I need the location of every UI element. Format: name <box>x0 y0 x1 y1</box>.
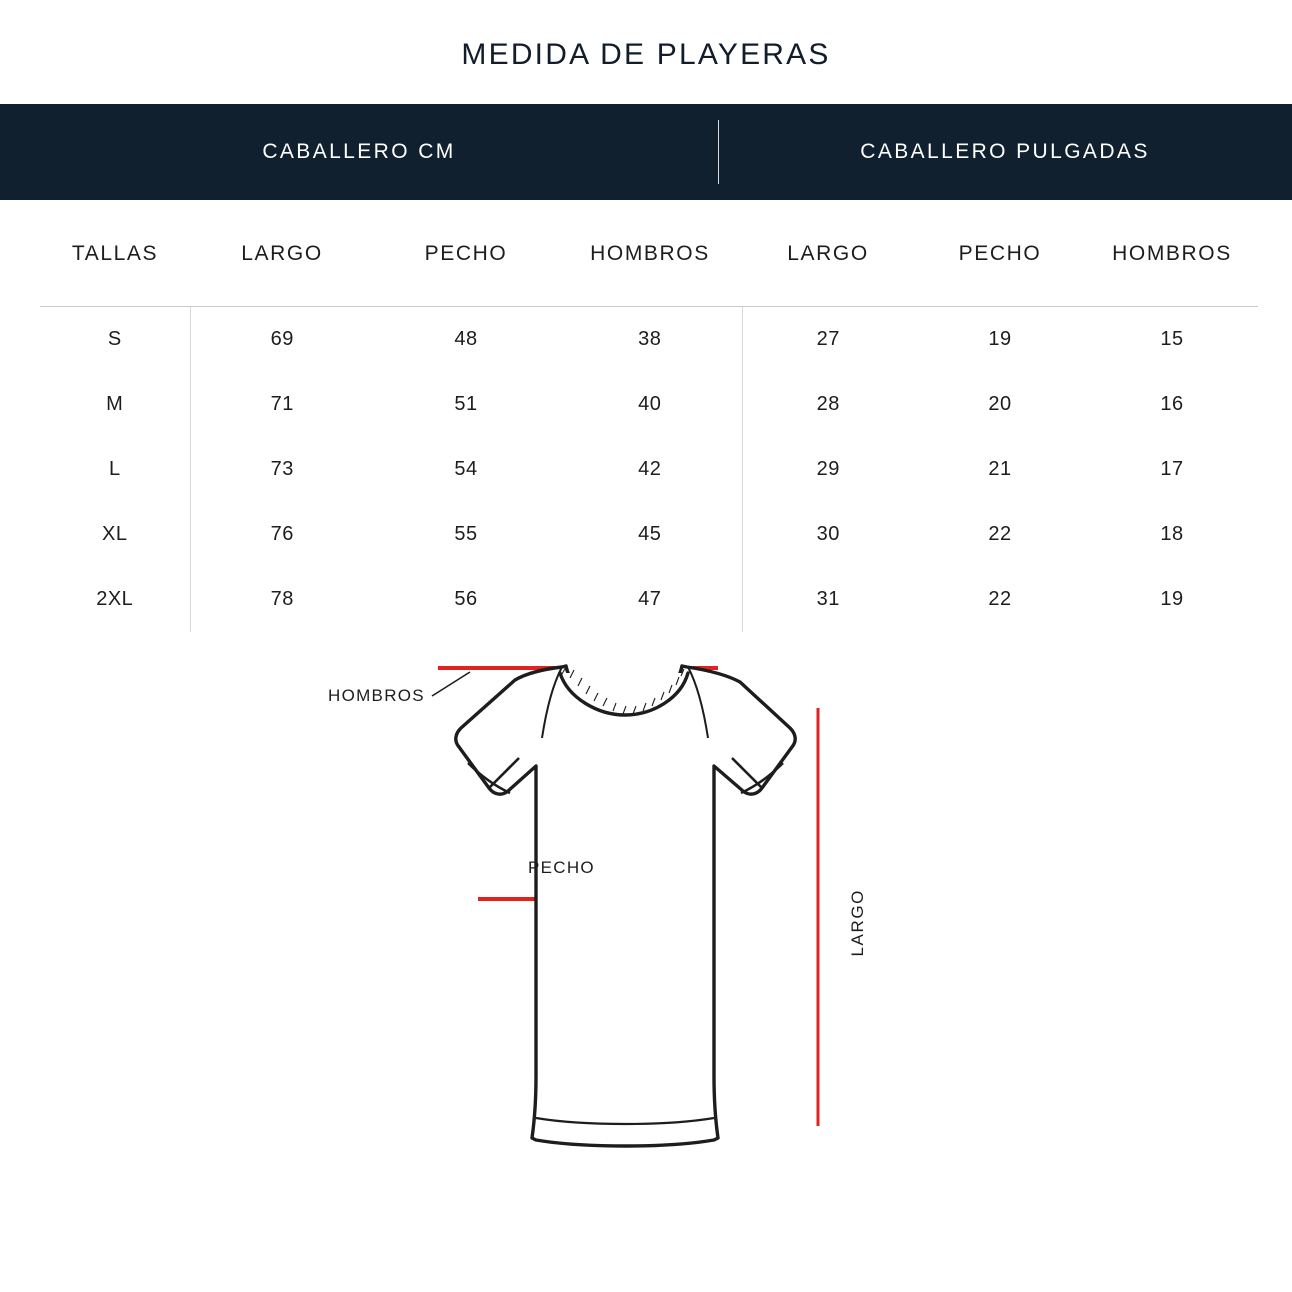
column-header-pecho-cm: PECHO <box>374 200 558 307</box>
cell-largo-in: 30 <box>816 523 840 545</box>
cell-size: XL <box>102 523 128 545</box>
table-row <box>40 307 1258 373</box>
tshirt-illustration <box>0 646 1292 1166</box>
cell-hombros-cm: 40 <box>558 372 742 437</box>
cell-largo-cm: 71 <box>190 372 374 437</box>
shirt-outline <box>456 666 795 1146</box>
column-header-tallas: TALLAS <box>40 200 190 307</box>
cell-pecho-cm: 54 <box>454 458 478 480</box>
cell-pecho-in: 20 <box>988 393 1012 415</box>
tshirt-measurement-diagram <box>0 646 1292 1166</box>
cell-largo-in: 28 <box>816 393 840 415</box>
table-row <box>40 372 1258 437</box>
section-header-inches: CABALLERO PULGADAS <box>718 104 1292 200</box>
page-title: MEDIDA DE PLAYERAS <box>461 38 831 71</box>
cell-pecho-cm: 55 <box>454 523 478 545</box>
section-header-cm: CABALLERO CM <box>262 140 456 163</box>
cell-largo-in: 29 <box>816 458 840 480</box>
label-largo: LARGO <box>848 889 867 957</box>
column-header-pecho-in: PECHO <box>914 200 1086 307</box>
cell-hombros-in: 15 <box>1160 328 1184 350</box>
column-header-largo-in: LARGO <box>742 200 914 307</box>
cell-pecho-in: 22 <box>988 588 1012 610</box>
cell-hombros-in: 18 <box>1160 523 1184 545</box>
cell-largo-cm: 73 <box>190 437 374 502</box>
cell-hombros-cm: 38 <box>558 307 742 373</box>
hombros-leader-line <box>432 672 470 696</box>
cell-hombros-cm: 42 <box>558 437 742 502</box>
cell-pecho-cm: 51 <box>454 393 478 415</box>
column-header-largo-cm: LARGO <box>190 200 374 307</box>
cell-size: L <box>108 458 121 480</box>
cell-largo-cm: 76 <box>190 502 374 567</box>
label-hombros: HOMBROS <box>328 686 425 705</box>
cell-size: M <box>106 393 124 415</box>
label-pecho: PECHO <box>528 858 595 877</box>
cell-pecho-cm: 56 <box>454 588 478 610</box>
size-table-container <box>0 200 1292 632</box>
column-header-hombros-cm: HOMBROS <box>558 200 742 307</box>
cell-largo-cm: 78 <box>190 567 374 632</box>
cell-hombros-in: 17 <box>1160 458 1184 480</box>
cell-hombros-in: 19 <box>1160 588 1184 610</box>
cell-hombros-in: 16 <box>1160 393 1184 415</box>
cell-pecho-cm: 48 <box>454 328 478 350</box>
column-header-hombros-in: HOMBROS <box>1086 200 1258 307</box>
table-row <box>40 437 1258 502</box>
cell-size: 2XL <box>96 588 134 610</box>
table-header-row <box>40 200 1258 307</box>
cell-largo-in: 27 <box>816 328 840 350</box>
cell-pecho-in: 22 <box>988 523 1012 545</box>
cell-pecho-in: 19 <box>988 328 1012 350</box>
cell-largo-cm: 69 <box>190 307 374 373</box>
cell-hombros-cm: 45 <box>558 502 742 567</box>
cell-pecho-in: 21 <box>988 458 1012 480</box>
table-row <box>40 567 1258 632</box>
size-chart-table <box>40 200 1258 632</box>
cell-largo-in: 31 <box>816 588 840 610</box>
table-row <box>40 502 1258 567</box>
cell-hombros-cm: 47 <box>558 567 742 632</box>
cell-size: S <box>107 328 122 350</box>
table-section-header <box>0 104 1292 200</box>
